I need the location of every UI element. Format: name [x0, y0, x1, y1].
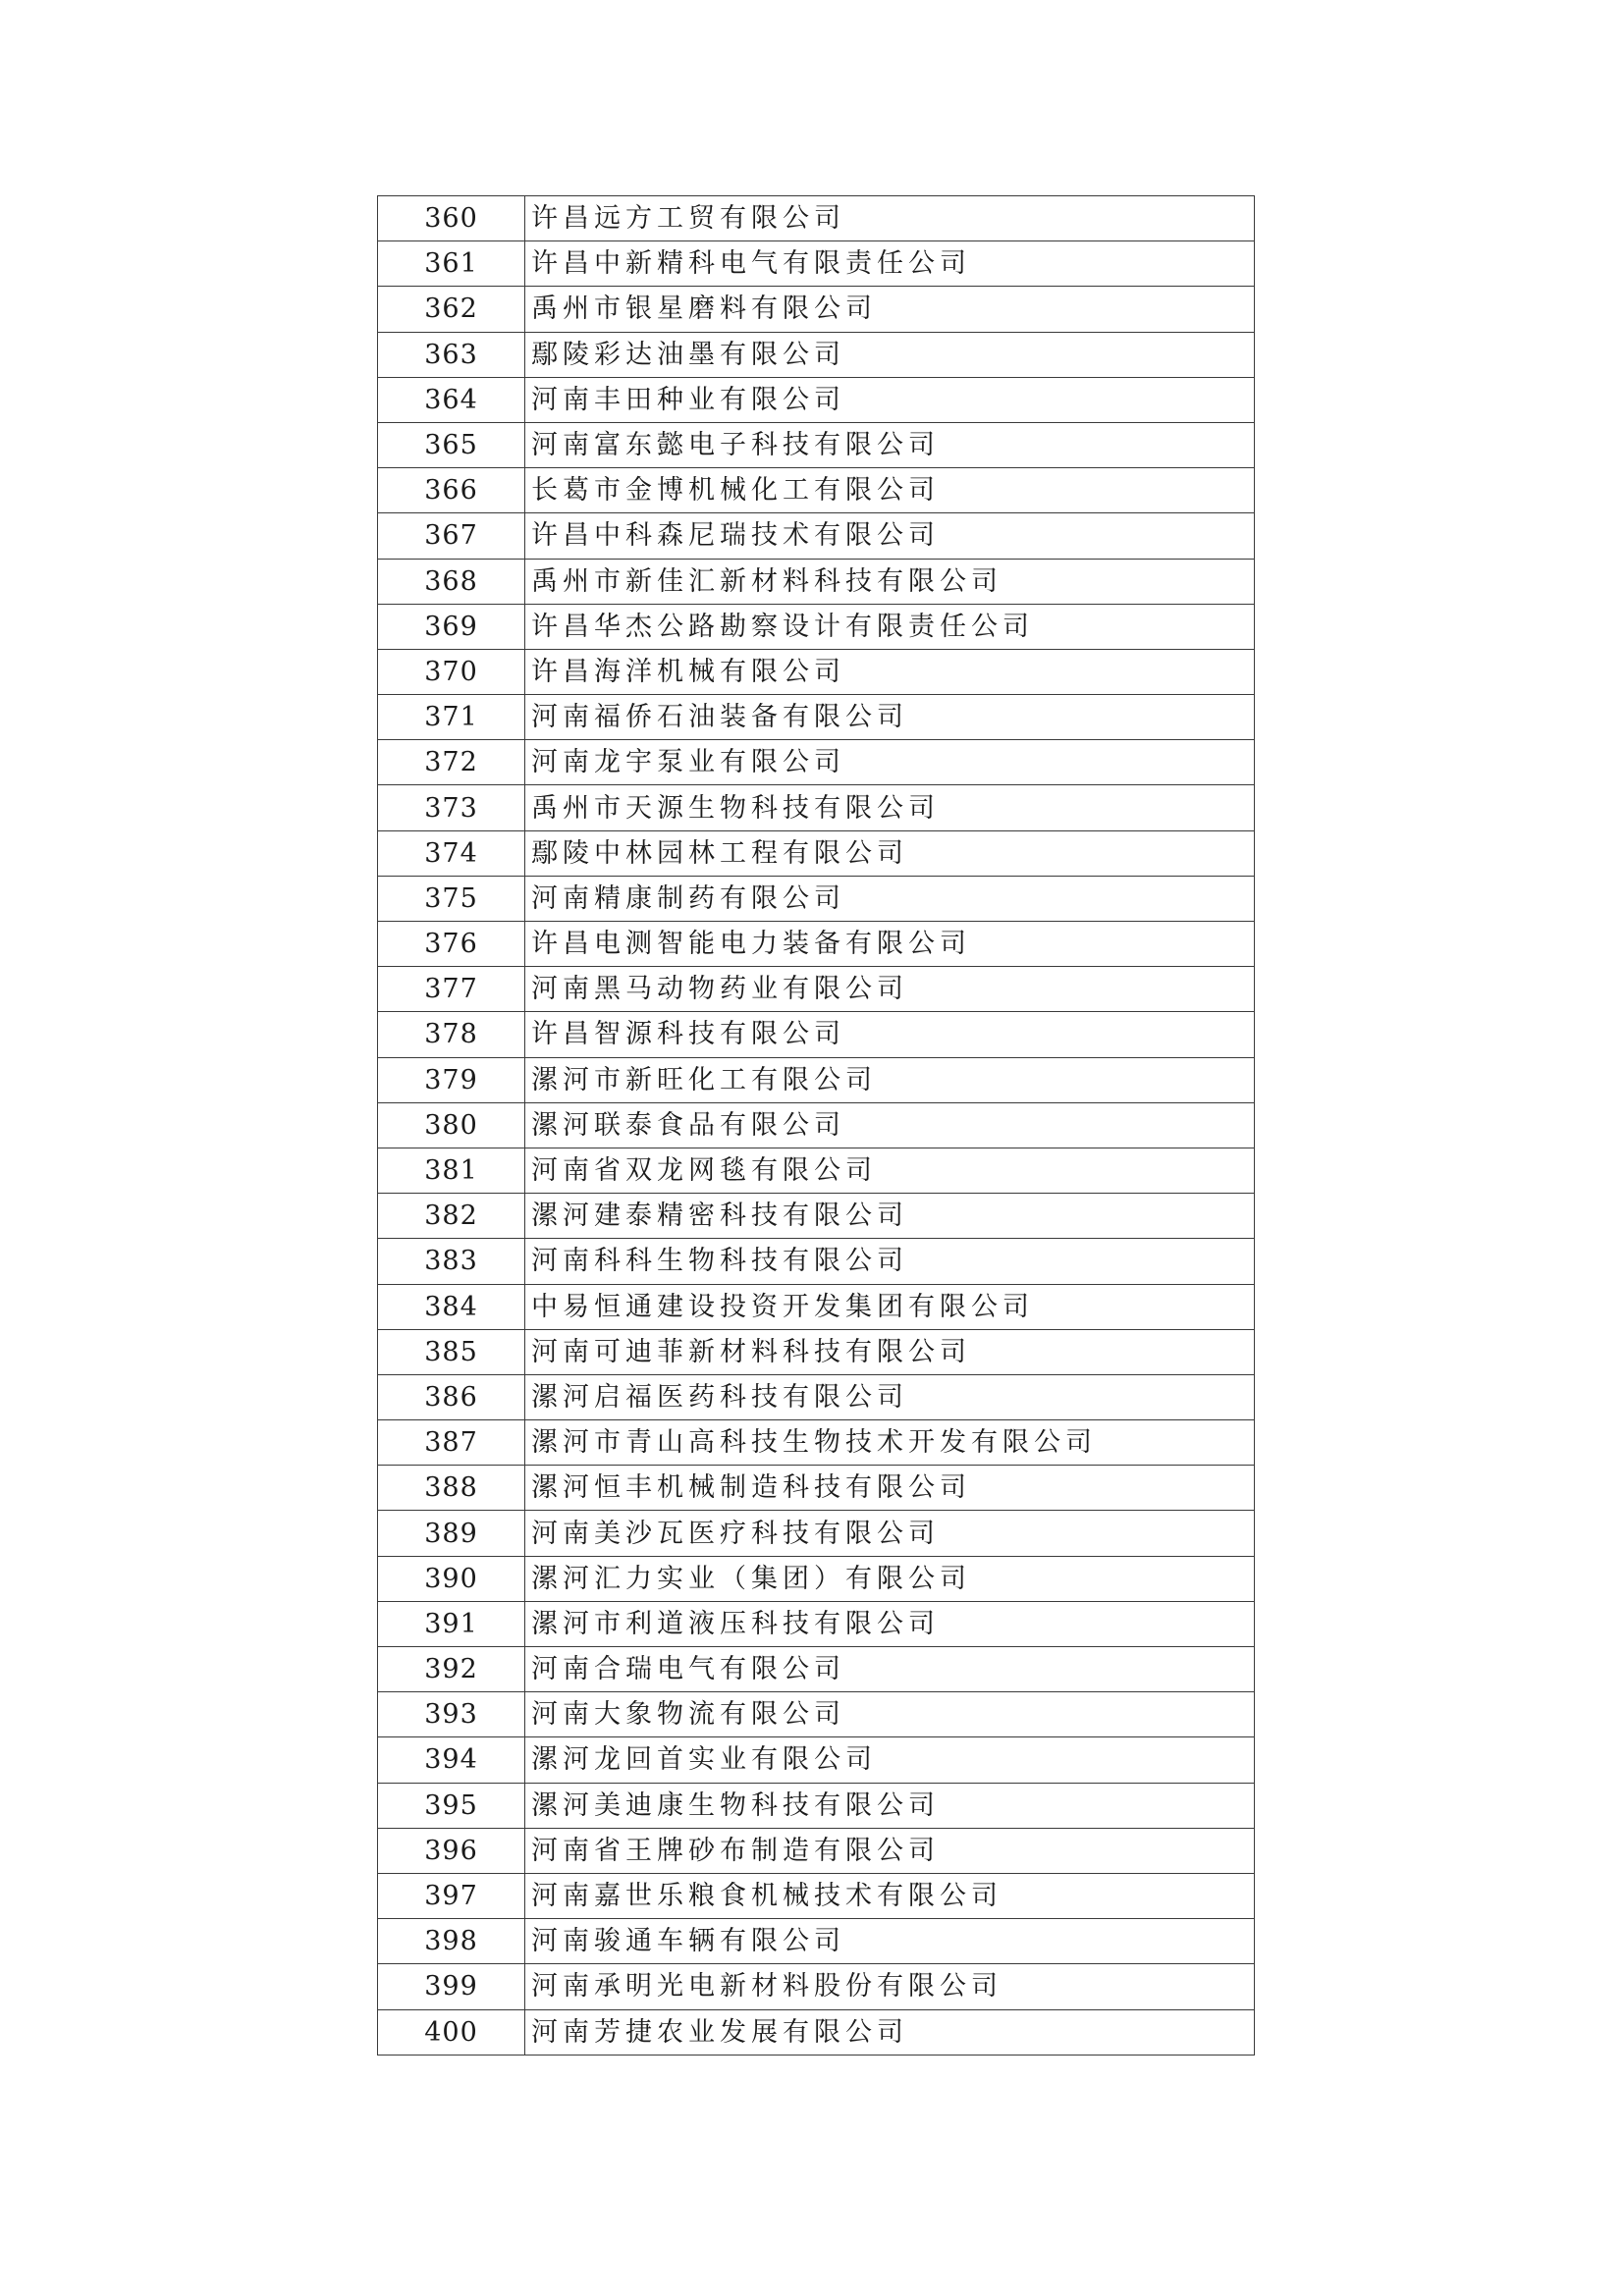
row-number-cell: 379 [378, 1057, 525, 1102]
table-row [378, 1737, 1255, 1783]
table-row [378, 422, 1255, 467]
company-name-cell: 河南美沙瓦医疗科技有限公司 [525, 1511, 1255, 1556]
company-name-cell: 河南省王牌砂布制造有限公司 [525, 1828, 1255, 1873]
row-number-cell: 382 [378, 1194, 525, 1239]
row-number-cell: 394 [378, 1737, 525, 1783]
company-name-cell: 河南嘉世乐粮食机械技术有限公司 [525, 1873, 1255, 1918]
table-row [378, 377, 1255, 422]
company-list-table [377, 195, 1255, 2056]
row-number-cell: 396 [378, 1828, 525, 1873]
company-name-cell: 许昌中新精科电气有限责任公司 [525, 241, 1255, 287]
company-name-cell: 许昌中科森尼瑞技术有限公司 [525, 513, 1255, 559]
table-row [378, 1556, 1255, 1601]
company-name-cell: 禹州市银星磨料有限公司 [525, 287, 1255, 332]
table-row [378, 1511, 1255, 1556]
company-name-cell: 漯河建泰精密科技有限公司 [525, 1194, 1255, 1239]
table-row [378, 332, 1255, 377]
row-number-cell: 372 [378, 740, 525, 785]
company-name-cell: 河南省双龙网毯有限公司 [525, 1148, 1255, 1193]
row-number-cell: 388 [378, 1466, 525, 1511]
table-row [378, 1828, 1255, 1873]
row-number-cell: 400 [378, 2009, 525, 2055]
company-name-cell: 漯河市利道液压科技有限公司 [525, 1601, 1255, 1646]
row-number-cell: 393 [378, 1692, 525, 1737]
row-number-cell: 386 [378, 1374, 525, 1419]
company-name-cell: 河南骏通车辆有限公司 [525, 1919, 1255, 1964]
row-number-cell: 364 [378, 377, 525, 422]
company-name-cell: 禹州市天源生物科技有限公司 [525, 785, 1255, 830]
row-number-cell: 367 [378, 513, 525, 559]
row-number-cell: 397 [378, 1873, 525, 1918]
row-number-cell: 362 [378, 287, 525, 332]
row-number-cell: 387 [378, 1420, 525, 1466]
company-name-cell: 河南富东懿电子科技有限公司 [525, 422, 1255, 467]
company-name-cell: 河南大象物流有限公司 [525, 1692, 1255, 1737]
table-row [378, 1329, 1255, 1374]
table-row [378, 559, 1255, 604]
company-name-cell: 鄢陵彩达油墨有限公司 [525, 332, 1255, 377]
table-row [378, 468, 1255, 513]
table-row [378, 513, 1255, 559]
table-row [378, 1148, 1255, 1193]
table-row [378, 695, 1255, 740]
row-number-cell: 378 [378, 1012, 525, 1057]
row-number-cell: 369 [378, 604, 525, 649]
table-row [378, 1102, 1255, 1148]
company-name-cell: 河南龙宇泵业有限公司 [525, 740, 1255, 785]
company-name-cell: 禹州市新佳汇新材料科技有限公司 [525, 559, 1255, 604]
company-name-cell: 河南芳捷农业发展有限公司 [525, 2009, 1255, 2055]
company-name-cell: 漯河龙回首实业有限公司 [525, 1737, 1255, 1783]
table-row [378, 1012, 1255, 1057]
table-row [378, 1964, 1255, 2009]
company-name-cell: 许昌海洋机械有限公司 [525, 649, 1255, 694]
table-row [378, 1239, 1255, 1284]
table-row [378, 1647, 1255, 1692]
table-row [378, 1692, 1255, 1737]
company-name-cell: 漯河汇力实业（集团）有限公司 [525, 1556, 1255, 1601]
company-list-body [378, 196, 1255, 2056]
row-number-cell: 370 [378, 649, 525, 694]
company-name-cell: 长葛市金博机械化工有限公司 [525, 468, 1255, 513]
company-name-cell: 河南科科生物科技有限公司 [525, 1239, 1255, 1284]
row-number-cell: 380 [378, 1102, 525, 1148]
company-name-cell: 漯河美迪康生物科技有限公司 [525, 1783, 1255, 1828]
row-number-cell: 385 [378, 1329, 525, 1374]
table-row [378, 287, 1255, 332]
table-row [378, 740, 1255, 785]
row-number-cell: 392 [378, 1647, 525, 1692]
row-number-cell: 366 [378, 468, 525, 513]
row-number-cell: 377 [378, 967, 525, 1012]
company-name-cell: 中易恒通建设投资开发集团有限公司 [525, 1284, 1255, 1329]
table-row [378, 604, 1255, 649]
row-number-cell: 381 [378, 1148, 525, 1193]
company-name-cell: 漯河联泰食品有限公司 [525, 1102, 1255, 1148]
table-row [378, 1374, 1255, 1419]
row-number-cell: 389 [378, 1511, 525, 1556]
row-number-cell: 365 [378, 422, 525, 467]
company-name-cell: 河南丰田种业有限公司 [525, 377, 1255, 422]
table-row [378, 196, 1255, 241]
table-row [378, 876, 1255, 921]
table-row [378, 1194, 1255, 1239]
company-name-cell: 河南福侨石油装备有限公司 [525, 695, 1255, 740]
table-row [378, 1466, 1255, 1511]
row-number-cell: 373 [378, 785, 525, 830]
row-number-cell: 361 [378, 241, 525, 287]
row-number-cell: 384 [378, 1284, 525, 1329]
row-number-cell: 368 [378, 559, 525, 604]
row-number-cell: 375 [378, 876, 525, 921]
table-row [378, 922, 1255, 967]
table-row [378, 1284, 1255, 1329]
company-name-cell: 漯河市新旺化工有限公司 [525, 1057, 1255, 1102]
company-name-cell: 漯河恒丰机械制造科技有限公司 [525, 1466, 1255, 1511]
table-row [378, 1919, 1255, 1964]
table-row [378, 1601, 1255, 1646]
company-name-cell: 许昌智源科技有限公司 [525, 1012, 1255, 1057]
row-number-cell: 374 [378, 830, 525, 876]
row-number-cell: 371 [378, 695, 525, 740]
table-row [378, 967, 1255, 1012]
row-number-cell: 399 [378, 1964, 525, 2009]
row-number-cell: 383 [378, 1239, 525, 1284]
company-name-cell: 许昌华杰公路勘察设计有限责任公司 [525, 604, 1255, 649]
table-row [378, 649, 1255, 694]
table-row [378, 830, 1255, 876]
company-name-cell: 漯河启福医药科技有限公司 [525, 1374, 1255, 1419]
table-row [378, 1420, 1255, 1466]
row-number-cell: 398 [378, 1919, 525, 1964]
row-number-cell: 390 [378, 1556, 525, 1601]
company-name-cell: 河南精康制药有限公司 [525, 876, 1255, 921]
company-name-cell: 许昌电测智能电力装备有限公司 [525, 922, 1255, 967]
table-row [378, 1783, 1255, 1828]
company-name-cell: 许昌远方工贸有限公司 [525, 196, 1255, 241]
row-number-cell: 395 [378, 1783, 525, 1828]
company-name-cell: 河南合瑞电气有限公司 [525, 1647, 1255, 1692]
table-row [378, 785, 1255, 830]
company-name-cell: 河南可迪菲新材料科技有限公司 [525, 1329, 1255, 1374]
company-name-cell: 河南承明光电新材料股份有限公司 [525, 1964, 1255, 2009]
company-name-cell: 鄢陵中林园林工程有限公司 [525, 830, 1255, 876]
table-row [378, 1057, 1255, 1102]
row-number-cell: 360 [378, 196, 525, 241]
table-row [378, 241, 1255, 287]
company-name-cell: 漯河市青山高科技生物技术开发有限公司 [525, 1420, 1255, 1466]
table-row [378, 2009, 1255, 2055]
row-number-cell: 363 [378, 332, 525, 377]
row-number-cell: 376 [378, 922, 525, 967]
company-name-cell: 河南黑马动物药业有限公司 [525, 967, 1255, 1012]
table-row [378, 1873, 1255, 1918]
row-number-cell: 391 [378, 1601, 525, 1646]
